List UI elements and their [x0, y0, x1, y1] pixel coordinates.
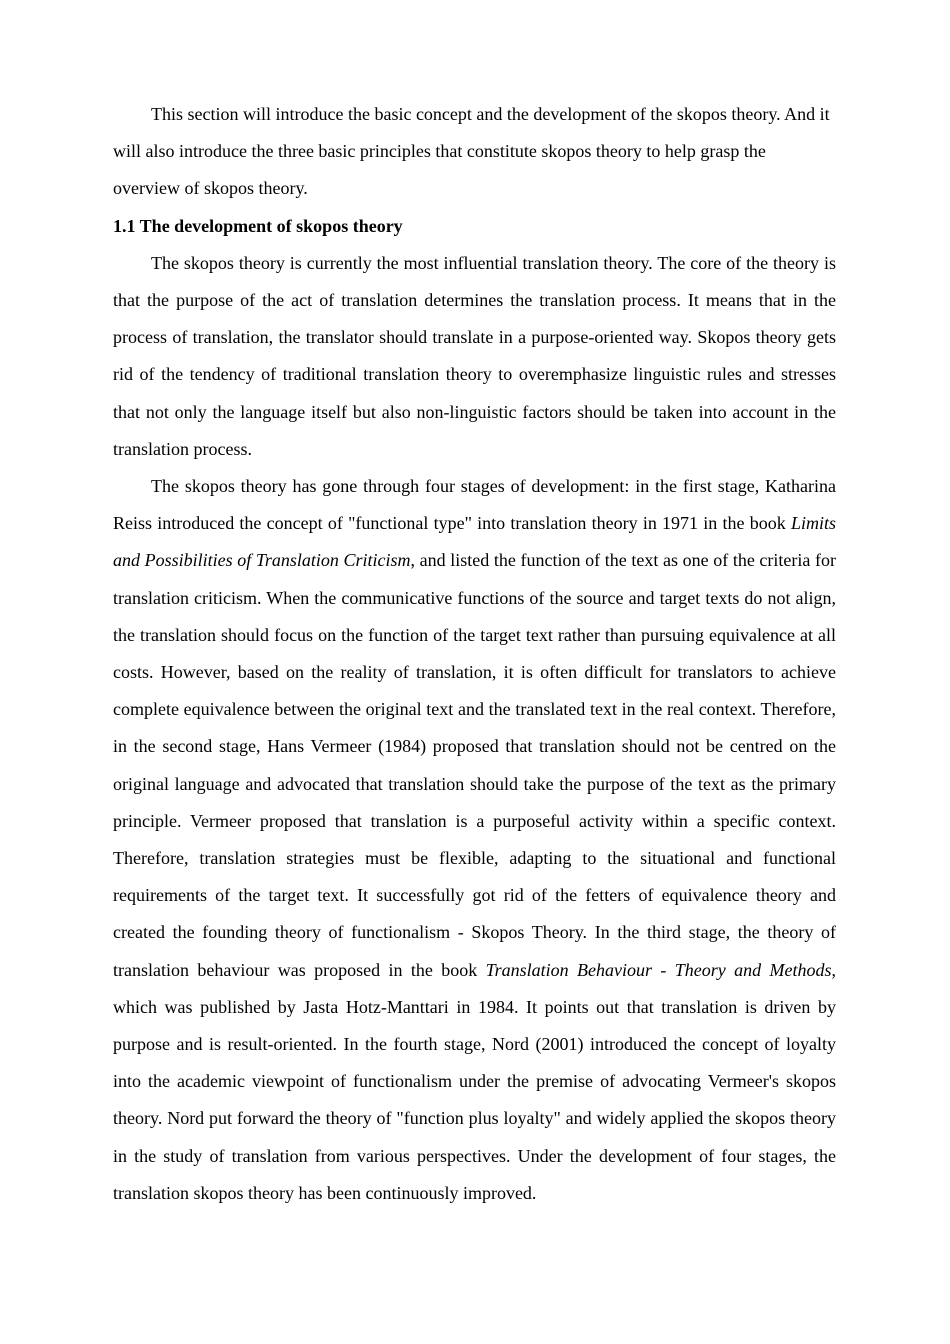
paragraph-text: The skopos theory has gone through four stages of development: in the first stage, Katharina Reiss introduced the concept of "functional type" into translation theory in 1971 in the book [113, 476, 836, 534]
intro-paragraph: This section will introduce the basic concept and the development of the skopos theory. And it will also introduce the three basic principles that constitute skopos theory to help grasp the overview of skopos theory. [113, 104, 830, 199]
document-page [113, 96, 836, 1212]
body-paragraph-2 [113, 468, 836, 1212]
paragraph-text: , and listed the function of the text as one of the criteria for translation criticism. When the communicative functions of the source and target texts do not align, the translation should focus on the function of the target text rather than pursuing equivalence at all costs. However, based on the reality of translation, it is often difficult for translators to achieve complete equivalence between the original text and the translated text in the real context. Therefore, in the second stage, Hans Vermeer (1984) proposed that translation should not be centred on the original language and advocated that translation should take the purpose of the text as the primary principle. Vermeer proposed that translation is a purposeful activity within a specific context. Therefore, translation strategies must be flexible, adapting to the situational and functional requirements of the target text. It successfully got rid of the fetters of equivalence theory and created the founding theory of functionalism - Skopos Theory. In the third stage, the theory of translation behaviour was proposed in the book [113, 550, 837, 980]
paragraph-text: , which was published by Jasta Hotz-Manttari in 1984. It points out that translation is driven by purpose and is result-oriented. In the fourth stage, Nord (2001) introduced the concept of loyalty into the academic viewpoint of functionalism under the premise of advocating Vermeer's skopos theory. Nord put forward the theory of "function plus loyalty" and widely applied the skopos theory in the study of translation from various perspectives. Under the development of four stages, the translation skopos theory has been continuously improved. [113, 959, 836, 1203]
body-paragraph-1: The skopos theory is currently the most influential translation theory. The core of the theory is that the purpose of the act of translation determines the translation process. It means that in the process of translation, the translator should translate in a purpose-oriented way. Skopos theory gets rid of the tendency of traditional translation theory to overemphasize linguistic rules and stresses that not only the language itself but also non-linguistic factors should be taken into account in the translation process. [113, 252, 836, 459]
section-heading: 1.1 The development of skopos theory [113, 215, 403, 236]
book-title: Limits and Possibilities of Translation Criticism [113, 513, 836, 571]
book-title: Translation Behaviour - Theory and Methods [485, 959, 832, 980]
